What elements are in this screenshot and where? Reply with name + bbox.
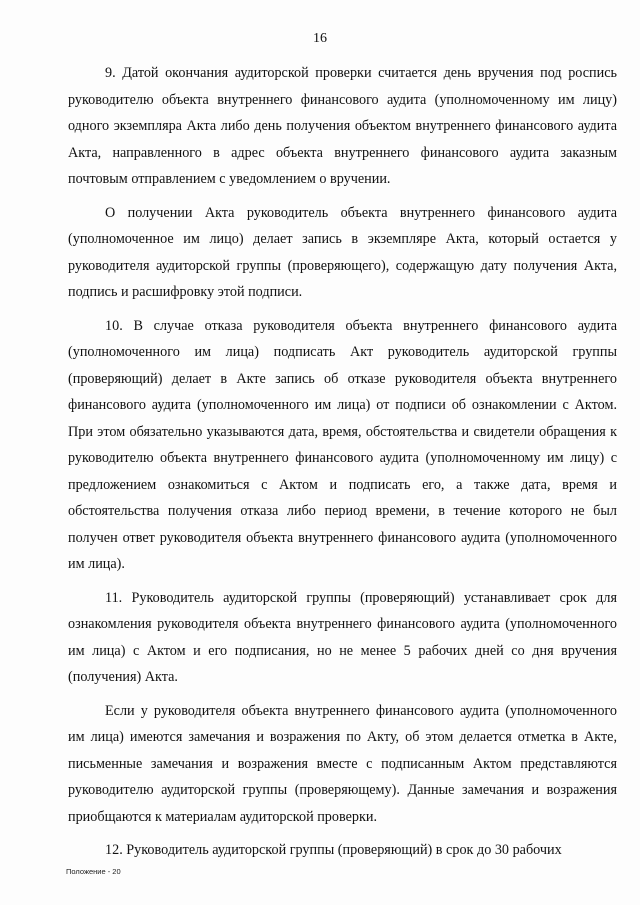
document-body (68, 60, 617, 864)
paragraph-11: 11. Руководитель аудиторской группы (проверяющий) устанавливает срок для ознакомления руководителя объекта внутреннего финансового аудита (уполномоченного им лица) с Актом и его подписания, но не менее 5 рабочих дней со дня вручения (получения) Акта. (68, 589, 617, 685)
paragraph-receipt-note: О получении Акта руководитель объекта внутреннего финансового аудита (уполномоченное им лицо) делает запись в экземпляре Акта, который остается у руководителя аудиторской группы (проверяющего), содержащую дату получения Акта, подпись и расшифровку этой подписи. (68, 204, 617, 300)
paragraph-9: 9. Датой окончания аудиторской проверки считается день вручения под роспись руководителю объекта внутреннего финансового аудита (уполномоченному им лицу) одного экземпляра Акта либо день получения объектом внутреннего финансового аудита Акта, направленного в адрес объекта внутреннего финансового аудита заказным почтовым отправлением с уведомлением о вручении. (68, 65, 617, 187)
paragraph-10: 10. В случае отказа руководителя объекта внутреннего финансового аудита (уполномоченного им лица) подписать Акт руководитель аудиторской группы (проверяющий) делает в Акте запись об отказе руководителя объекта внутреннего финансового аудита (уполномоченного им лица) от подписи об ознакомлении с Актом. При этом обязательно указываются дата, время, обстоятельства и свидетели обращения к руководителю объекта внутреннего финансового аудита (уполномоченному им лицу) с предложением ознакомиться с Актом и подписать его, а также дата, время и обстоятельства получения отказа либо период времени, в течение которого не был получен ответ руководителя объекта внутреннего финансового аудита (уполномоченного им лица). (68, 317, 617, 572)
page-number: 16 (313, 31, 327, 46)
page-footer: Положение - 20 (66, 867, 121, 876)
paragraph-objections: Если у руководителя объекта внутреннего финансового аудита (уполномоченного им лица) имеются замечания и возражения по Акту, об этом делается отметка в Акте, письменные замечания и возражения вместе с подписанным Актом представляются руководителю аудиторской группы (проверяющему). Данные замечания и возражения приобщаются к материалам аудиторской проверки. (68, 702, 617, 825)
paragraph-12: 12. Руководитель аудиторской группы (проверяющий) в срок до 30 рабочих (105, 842, 562, 858)
